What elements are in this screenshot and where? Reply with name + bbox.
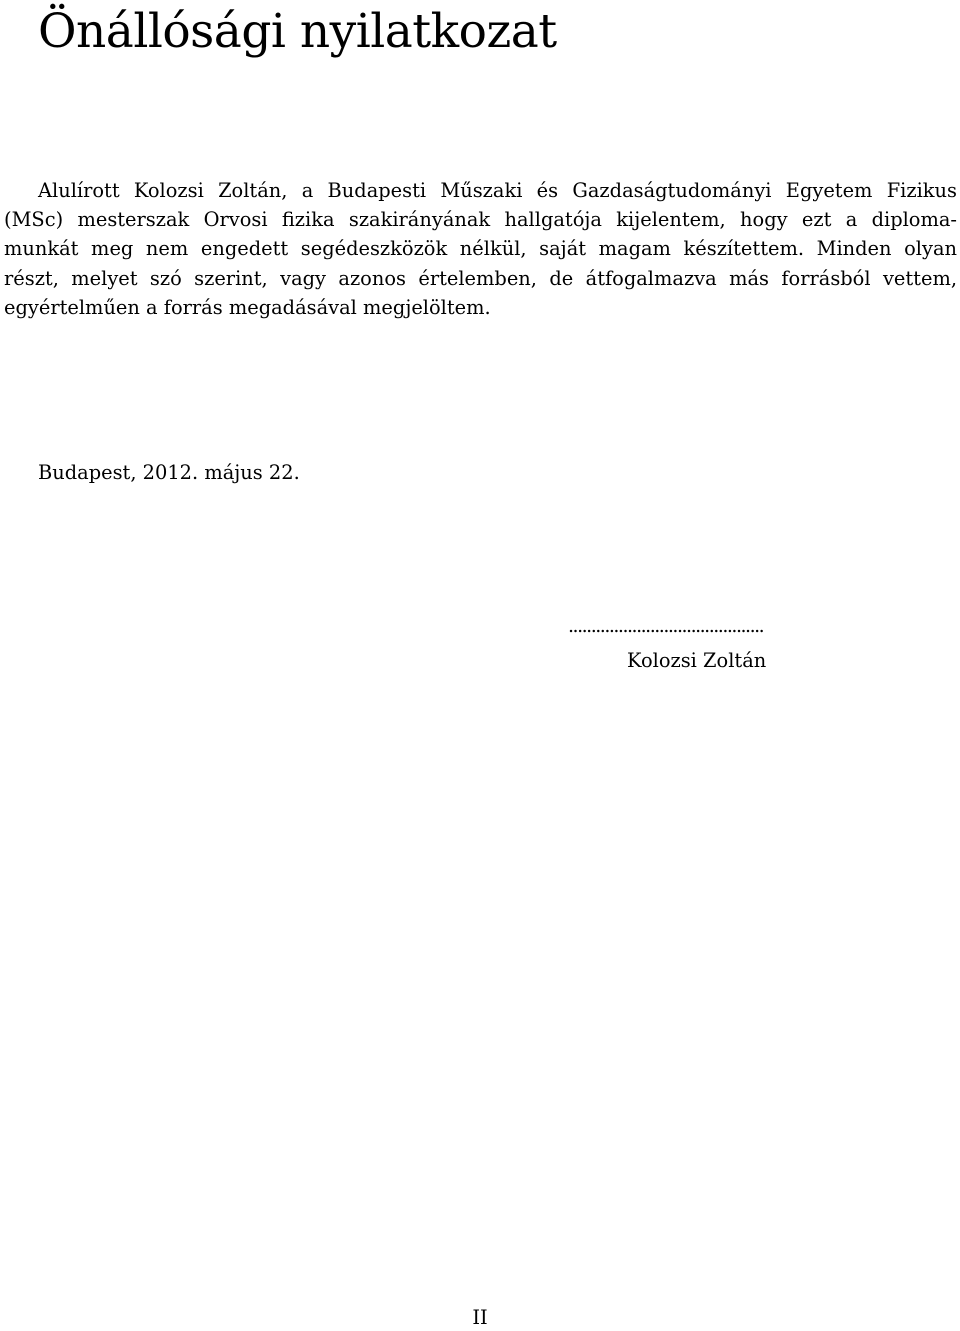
paragraph-line: munkát meg nem engedett segédeszközök nélkül, saját magam készítettem. Minden olyan — [4, 237, 957, 261]
paragraph-line: (MSc) mesterszak Orvosi fizika szakirányának hallgatója kijelentem, hogy ezt a diploma- — [4, 208, 957, 232]
signature-line: ........................................... — [568, 615, 764, 637]
paragraph-line: részt, melyet szó szerint, vagy azonos értelemben, de átfogalmazva más forrásból vettem, — [4, 266, 957, 290]
paragraph-line: egyértelműen a forrás megadásával megjelöltem. — [4, 295, 491, 319]
place-and-date: Budapest, 2012. május 22. — [38, 461, 300, 484]
paragraph-line: Alulírott Kolozsi Zoltán, a Budapesti Műszaki és Gazdaságtudományi Egyetem Fizikus — [38, 179, 957, 202]
declaration-paragraph — [4, 176, 957, 322]
page-number: II — [472, 1306, 488, 1329]
page-title: Önállósági nyilatkozat — [38, 4, 557, 59]
signature-name: Kolozsi Zoltán — [627, 649, 767, 672]
